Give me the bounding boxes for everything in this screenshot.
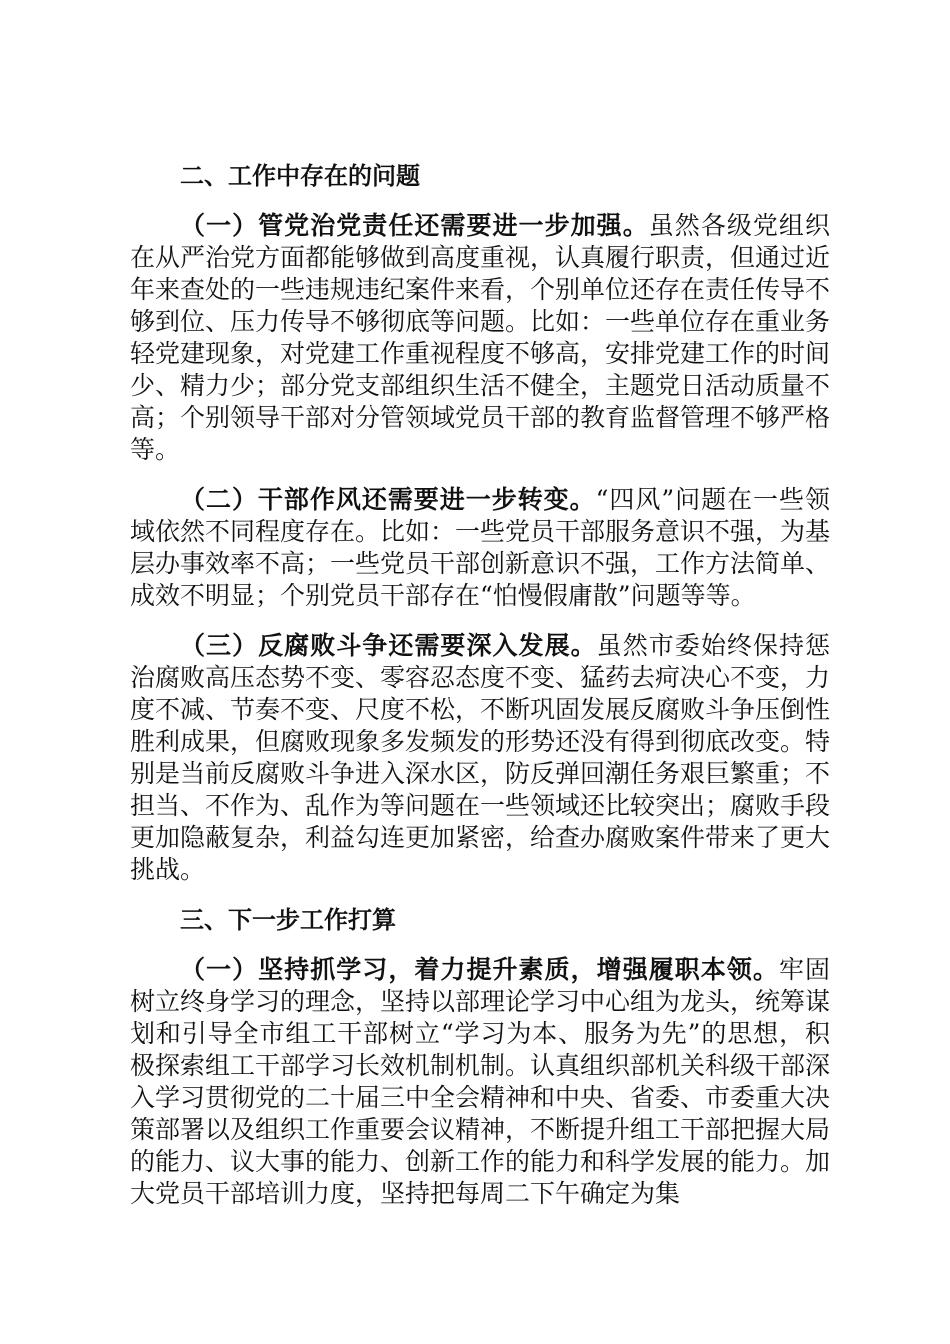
paragraph — [130, 630, 830, 886]
paragraph-body: 牢固树立终身学习的理念，坚持以部理论学习中心组为龙头，统筹谋划和引导全市组工干部树立“学习为本、服务为先”的思想，积极探索组工干部学习长效机制机制。认真组织部机关科级干部深入学习贯彻党的二十届三中全会精神和中央、省委、市委重大决策部署以及组织工作重要会议精神，不断提升组工干部把握大局的能力、议大事的能力、创新工作的能力和科学发展的能力。加大党员干部培训力度，坚持把每周二下午确定为集 — [130, 955, 831, 1208]
section-heading: 二、工作中存在的问题 — [180, 162, 420, 190]
paragraph-lead: （一）坚持抓学习，着力提升素质，增强履职本领。 — [180, 955, 779, 984]
paragraph-lead: （三）反腐败斗争还需要深入发展。 — [180, 631, 597, 660]
paragraph-lead: （二）干部作风还需要进一步转变。 — [180, 485, 596, 514]
section-heading: 三、下一步工作打算 — [180, 906, 396, 934]
paragraph-body: “四风”问题在一些领域依然不同程度存在。比如：一些党员干部服务意识不强，为基层办事效率不高；一些党员干部创新意识不强，工作方法简单、成效不明显；个别党员干部存在“怕慢假庸散”问题等等。 — [130, 485, 831, 610]
paragraph — [130, 954, 830, 1210]
paragraph-body: 虽然市委始终保持惩治腐败高压态势不变、零容忍态度不变、猛药去疴决心不变，力度不减、节奏不变、尺度不松，不断巩固发展反腐败斗争压倒性胜利成果，但腐败现象多发频发的形势还没有得到彻底改变。特别是当前反腐败斗争进入深水区，防反弹回潮任务艰巨繁重；不担当、不作为、乱作为等问题在一些领域还比较突出；腐败手段更加隐蔽复杂，利益勾连更加紧密，给查办腐败案件带来了更大挑战。 — [130, 631, 831, 884]
section-problems — [130, 160, 830, 886]
paragraph-lead: （一）管党治党责任还需要进一步加强。 — [180, 211, 649, 240]
paragraph-body: 虽然各级党组织在从严治党方面都能够做到高度重视，认真履行职责，但通过近年来查处的一些违规违纪案件来看，个别单位还存在责任传导不够到位、压力传导不够彻底等问题。比如：一些单位存在重业务轻党建现象，对党建工作重视程度不够高，安排党建工作的时间少、精力少；部分党支部组织生活不健全，主题党日活动质量不高；个别领导干部对分管领域党员干部的教育监督管理不够严格等。 — [130, 211, 831, 464]
section-next-steps — [130, 904, 830, 1210]
paragraph — [130, 484, 830, 612]
paragraph — [130, 210, 830, 466]
document-body — [130, 160, 830, 1228]
